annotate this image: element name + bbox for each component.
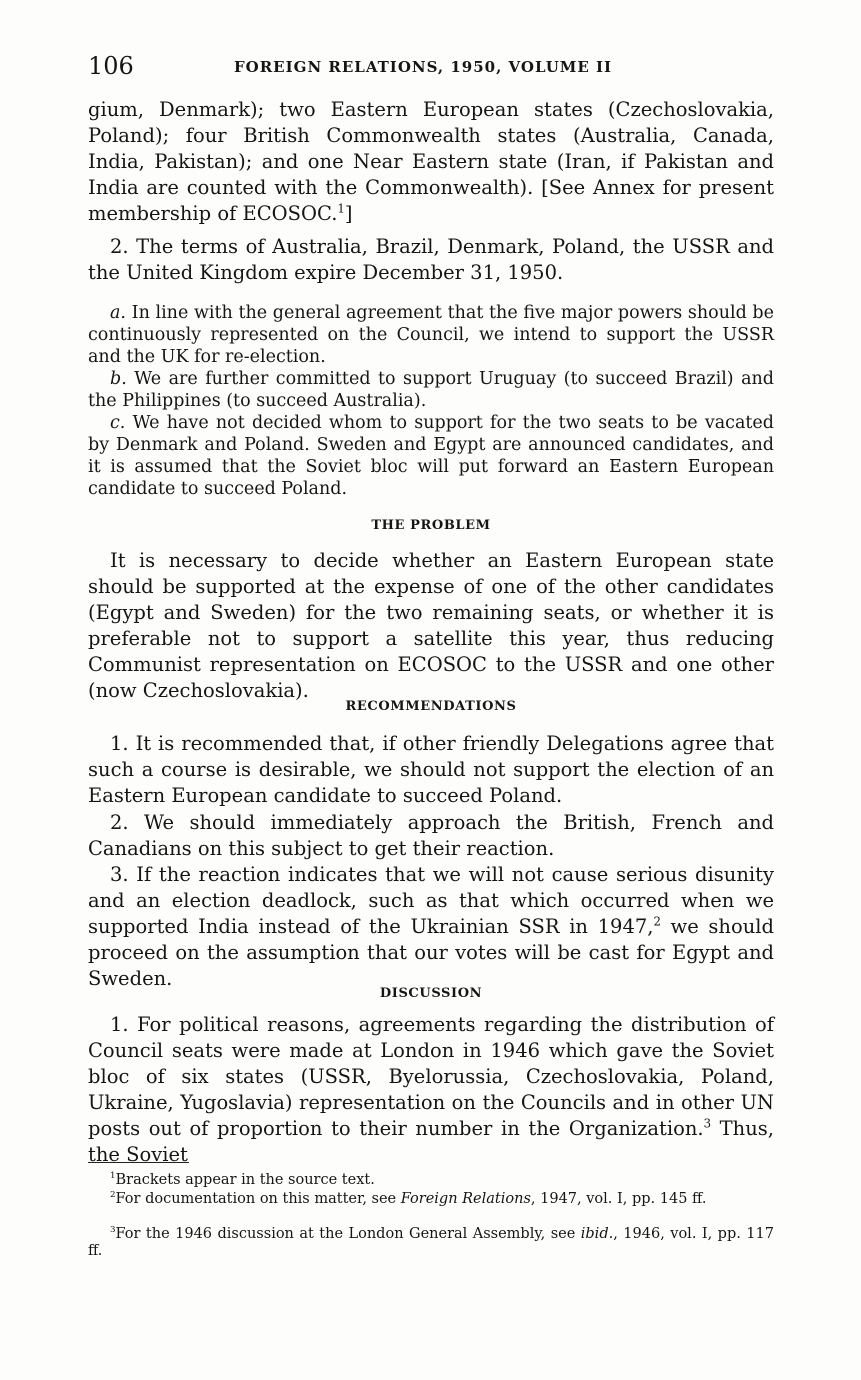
page-number: 106 [88,52,134,80]
heading-recommendations: RECOMMENDATIONS [345,699,517,714]
footnote-3: $^3$For the 1946 discussion at the London General Assembly, see ibid., 1946, vol. I, pp. 117 ff. [88,1225,774,1259]
page-header [88,52,774,82]
intro-paragraph: gium, Denmark); two Eastern European states (Czechoslovakia, Poland); four British Commonwealth states (Australia, Canada, India, Pakistan); and one Near Eastern state (Iran, if Pakistan and India are counted with the Commonwealth). [See Annex for present membership of ECOSOC.$^1$] [88,98,774,225]
footnote-ref-1: 1 [337,201,345,216]
sub-item-marker: a. [110,303,126,323]
heading-problem: THE PROBLEM [371,518,491,533]
footnote-ref-3: 3 [703,1116,712,1131]
sub-item-b: b. We are further committed to support Uruguay (to succeed Brazil) and the Philippines (to succeed Australia). [88,369,774,411]
footnote-2: $^2$For documentation on this matter, see Foreign Relations, 1947, vol. I, pp. 145 ff. [110,1190,707,1207]
footnote-1: $^1$Brackets appear in the source text. [110,1171,375,1188]
sub-item-marker: c. [110,413,126,433]
footnote-ref-2: 2 [653,914,661,929]
sub-item-a: a. In line with the general agreement that the five major powers should be continuously represented on the Council, we intend to support the USSR and the UK for re-election. [88,303,774,367]
recommendation-3: 3. If the reaction indicates that we will not cause serious disunity and an election deadlock, such as that which occurred when we supported India instead of the Ukrainian SSR in 1947,$^2$ we should proceed on the assumption that our votes will be cast for Egypt and Sweden. [88,863,775,990]
sub-item-marker: b. [110,369,127,389]
discussion-paragraph: 1. For political reasons, agreements regarding the distribution of Council seats were made at London in 1946 which gave the Soviet bloc of six states (USSR, Byelorussia, Czechoslovakia, Poland, Ukraine, Yugoslavia) representation on the Councils and in other UN posts out of proportion to their number in the Organization.$^3$ Thus, the Soviet [88,1013,774,1166]
running-head: FOREIGN RELATIONS, 1950, VOLUME II [234,58,613,76]
recommendation-2: 2. We should immediately approach the British, French and Canadians on this subject to get their reaction. [88,811,774,860]
heading-discussion: DISCUSSION [379,986,483,1001]
paragraph-2: 2. The terms of Australia, Brazil, Denmark, Poland, the USSR and the United Kingdom expire December 31, 1950. [88,235,774,284]
problem-paragraph: It is necessary to decide whether an Eastern European state should be supported at the expense of one of the other candidates (Egypt and Sweden) for the two remaining seats, or whether it is preferable not to support a satellite this year, thus reducing Communist representation on ECOSOC to the USSR and one other (now Czechoslovakia). [88,549,774,702]
recommendation-1: 1. It is recommended that, if other friendly Delegations agree that such a course is desirable, we should not support the election of an Eastern European candidate to succeed Poland. [88,732,774,807]
footnote-divider [88,1162,189,1163]
sub-item-c: c. We have not decided whom to support for the two seats to be vacated by Denmark and Poland. Sweden and Egypt are announced candidates, and it is assumed that the Soviet bloc will put forward an Eastern European candidate to succeed Poland. [88,413,774,499]
